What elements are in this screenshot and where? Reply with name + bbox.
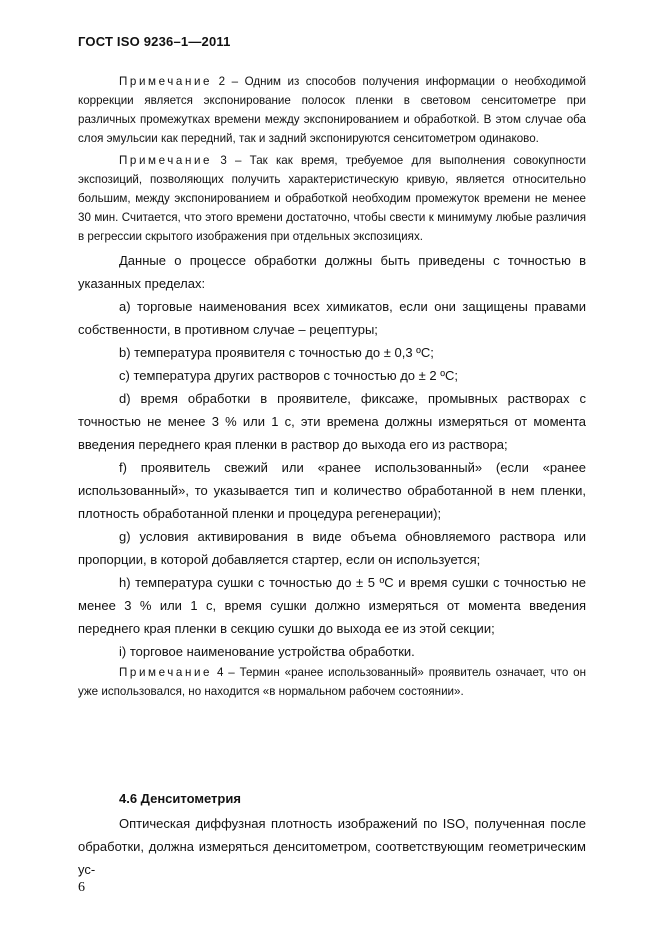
body-paragraph: Данные о процессе обработки должны быть приведены с точностью в указанных пределах:: [78, 253, 586, 291]
note-text: 4 – Термин «ранее использованный» проявитель означает, что он уже использовался, но находится «в нормальном рабочем состоянии».: [78, 666, 586, 698]
section-title: 4.6 Денситометрия: [119, 791, 241, 806]
list-item-c: с) температура других растворов с точностью до ± 2 ºС;: [119, 368, 458, 383]
list-item-b: b) температура проявителя с точностью до ± 0,3 ºС;: [119, 345, 434, 360]
note-2: [78, 72, 586, 148]
list-item-a: а) торговые наименования всех химикатов, если они защищены правами собственности, в противном случае – рецептуры;: [78, 299, 586, 337]
note-text: 3 – Так как время, требуемое для выполнения совокупности экспозиций, позволяющих получить характеристическую кривую, является относительно большим, между экспонированием и обработкой необходим промежуток времени не менее 30 мин. Считается, что этого времени достаточно, чтобы свести к минимуму любые различия в регрессии скрытого изображения при отдельных экспозициях.: [78, 154, 586, 243]
list-item-f: f) проявитель свежий или «ранее использованный» (если «ранее использованный», то указывается тип и количество обработанной в нем пленки, плотность обработанной пленки и процедура регенерации);: [78, 460, 586, 521]
note-label: Примечание: [119, 75, 213, 88]
note-4: [78, 663, 586, 701]
list-item-h: h) температура сушки с точностью до ± 5 ºС и время сушки с точностью не менее 3 % или 1 с, время сушки должно измеряться от момента введения переднего края пленки в секцию сушки до выхода ее из этой секции;: [78, 575, 586, 636]
page-number: 6: [78, 880, 85, 895]
note-3: [78, 151, 586, 246]
list-item-g: g) условия активирования в виде объема обновляемого раствора или пропорции, в которой добавляется стартер, если он используется;: [78, 529, 586, 567]
section-paragraph: Оптическая диффузная плотность изображений по ISO, полученная после обработки, должна измеряться денситометром, соответствующим геометрическим ус-: [78, 816, 586, 877]
list-item-i: i) торговое наименование устройства обработки.: [119, 644, 415, 659]
note-text: 2 – Одним из способов получения информации о необходимой коррекции является экспонирование полосок пленки в световом сенситометре при различных промежутках времени между экспонированием и обработкой. В этом случае оба слоя эмульсии как передний, так и задний экспонируются сенситометром одинаково.: [78, 75, 586, 145]
section-body: [78, 812, 586, 881]
main-content: [78, 72, 586, 704]
note-label: Примечание: [119, 154, 213, 167]
note-label: Примечание: [119, 666, 213, 679]
document-header: ГОСТ ISO 9236–1—2011: [78, 34, 231, 49]
list-item-d: d) время обработки в проявителе, фиксаже, промывных растворах с точностью не менее 3 % или 1 с, эти времена должны измеряться от момента введения переднего края пленки в раствор до выхода его из раствора;: [78, 391, 586, 452]
